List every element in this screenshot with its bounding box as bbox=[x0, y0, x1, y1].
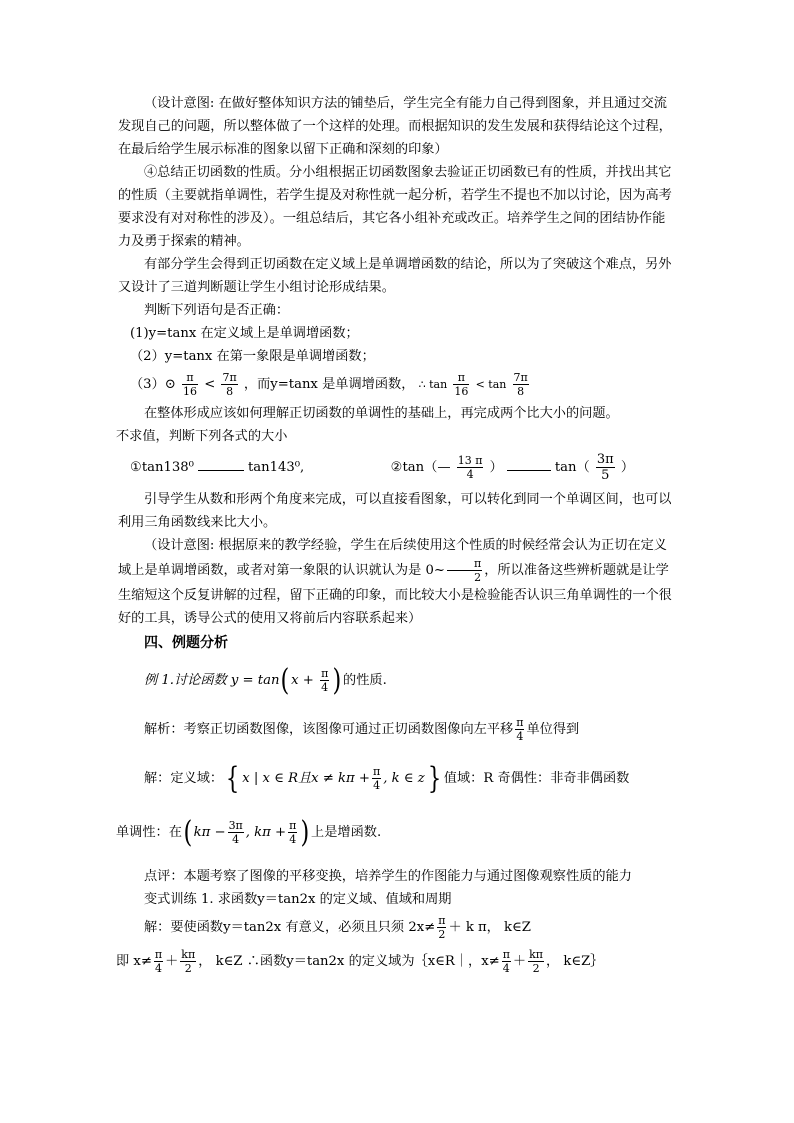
solution-3: 即 x≠ $\frac{\pi}{4}$ ＋ $\frac{k\pi}{2}$ ， k∈Z ∴函数y＝tan2x 的定义域为｛x∈R｜，x≠ $\frac{\pi}{4}$ ＋ $\frac{k\pi}{2}$ ， k∈Z｝ bbox=[116, 948, 604, 975]
frac-pi-4-c: $\frac{\pi}{4}$ bbox=[372, 765, 381, 792]
solution-2: 解：要使函数y＝tan2x 有意义，必须且只须 2x≠ $\frac{\pi}{2}$ ＋ k π， k∈Z bbox=[144, 914, 531, 941]
frac-pi-4-f: $\frac{\pi}{4}$ bbox=[502, 948, 510, 975]
design-intent-2: （设计意图: 根据原来的教学经验，学生在后续使用这个性质的时候经常会认为正切在定义域上是单调增函数，或者对第一象限的认识就认为是 0~ $\frac{\pi}{2}$ ，所以准备这些辨析题就是让学生缩短这个反复讲解的过程，留下正确的印象，而比较大小是检验能否认识三角单调性的一个很好的工具，诱导公式的使用又将前后内容联系起来） bbox=[118, 538, 672, 626]
variant-exercise: 变式训练 1. 求函数y＝tan2x 的定义域、值域和周期 bbox=[144, 892, 452, 907]
frac-3pi-4: $\frac{3\pi}{4}$ bbox=[228, 819, 243, 846]
question-2: （2）y=tanx 在第一象限是单调增函数； bbox=[130, 349, 375, 364]
design-intent-1: （设计意图: 在做好整体知识方法的铺垫后，学生完全有能力自己得到图象，并且通过交流发现自己的问题，所以整体做了一个这样的处理。而根据知识的发生发展和获得结论这个过程，在最后给学生展示标准的图象以留下正确和深刻的印象） bbox=[118, 96, 672, 157]
section-heading: 四、例题分析 bbox=[144, 635, 228, 651]
review: 点评：本题考察了图像的平移变换，培养学生的作图能力与通过图像观察性质的能力 bbox=[144, 869, 632, 884]
frac-pi-4-d: $\frac{\pi}{4}$ bbox=[289, 819, 297, 846]
compare-intro: 在整体形成应该如何理解正切函数的单调性的基础上，再完成两个比大小的问题。 bbox=[144, 406, 619, 421]
frac-kpi-2-b: $\frac{k\pi}{2}$ bbox=[529, 948, 544, 975]
spacer bbox=[118, 797, 678, 815]
answer-blank-2[interactable] bbox=[507, 456, 551, 471]
question-1: (1)y=tanx 在定义域上是单调增函数； bbox=[130, 326, 359, 341]
difficulty-note: 有部分学生会得到正切函数在定义域上是单调增函数的结论，所以为了突破这个难点，另外又设计了三道判断题让学生小组讨论形成结果。 bbox=[118, 257, 672, 295]
spacer bbox=[118, 851, 678, 865]
frac-pi-4: $\frac{\pi}{4}$ bbox=[321, 667, 329, 694]
summary-properties: ④总结正切函数的性质。分小组根据正切函数图象去验证正切函数已有的性质，并找出其它的性质（主要就指单调性，若学生提及对称性就一起分析，若学生不提也不加以讨论，因为高考要求没有对对称性的涉及）。一组总结后，其它各小组补充或改正。培养学生之间的团结协作能力及勇于探索的精神。 bbox=[118, 165, 672, 249]
compare-items: ①tan138⁰ tan143⁰, ②tan（— $\frac{13 \pi}{4}$ ） tan（ $\frac{3\pi}{5}$ ） bbox=[130, 452, 635, 483]
question-3: （3）⊙ $\frac{\pi}{16}$ < $\frac{7\pi}{8}$ ，而y=tanx 是单调增函数， ∴ tan $\frac{\pi}{16}$ < tan $\frac{7\pi}{8}$ bbox=[130, 371, 528, 398]
spacer bbox=[118, 655, 678, 663]
frac-7pi-8-b: $\frac{7\pi}{8}$ bbox=[513, 371, 528, 398]
frac-3pi-5: $\frac{3\pi}{5}$ bbox=[596, 452, 614, 483]
frac-pi-4-e: $\frac{\pi}{4}$ bbox=[154, 948, 163, 975]
example-1: 例 1.讨论函数 y = tan(x + $\frac{\pi}{4}$ )的性质. bbox=[144, 662, 387, 698]
spacer bbox=[118, 747, 678, 761]
analysis: 解析：考察正切函数图像，该图像可通过正切函数图像向左平移 $\frac{\pi}{4}$ 单位得到 bbox=[144, 716, 580, 743]
monotonicity: 单调性：在(kπ − $\frac{3\pi}{4}$ , kπ + $\frac{\pi}{4}$ )上是增函数. bbox=[116, 814, 382, 850]
answer-blank-1[interactable] bbox=[198, 456, 244, 471]
frac-7pi-8: $\frac{7\pi}{8}$ bbox=[222, 371, 237, 398]
frac-pi-16: $\frac{\pi}{16}$ bbox=[183, 371, 198, 398]
guidance: 引导学生从数和形两个角度来完成，可以直接看图象，可以转化到同一个单调区间，也可以利用三角函数线来比大小。 bbox=[118, 492, 672, 530]
frac-pi-16-b: $\frac{\pi}{16}$ bbox=[454, 371, 469, 398]
document-page bbox=[118, 92, 678, 979]
frac-pi-2-b: $\frac{\pi}{2}$ bbox=[438, 914, 446, 941]
frac-13pi-4: $\frac{13 \pi}{4}$ bbox=[457, 454, 483, 481]
solution-1: 解：定义域：{ x | x ∈ R且x ≠ kπ + $\frac{\pi}{4}$ , k ∈ z} 值域：R 奇偶性：非奇非偶函数 bbox=[144, 760, 630, 796]
frac-pi-2: $\frac{\pi}{2}$ bbox=[447, 557, 482, 584]
frac-pi-4-b: $\frac{\pi}{4}$ bbox=[516, 716, 524, 743]
frac-kpi-2: $\frac{k\pi}{2}$ bbox=[181, 948, 196, 975]
compare-prompt: 不求值，判断下列各式的大小 bbox=[116, 429, 288, 444]
spacer bbox=[118, 699, 678, 713]
judge-prompt: 判断下列语句是否正确： bbox=[144, 303, 290, 318]
